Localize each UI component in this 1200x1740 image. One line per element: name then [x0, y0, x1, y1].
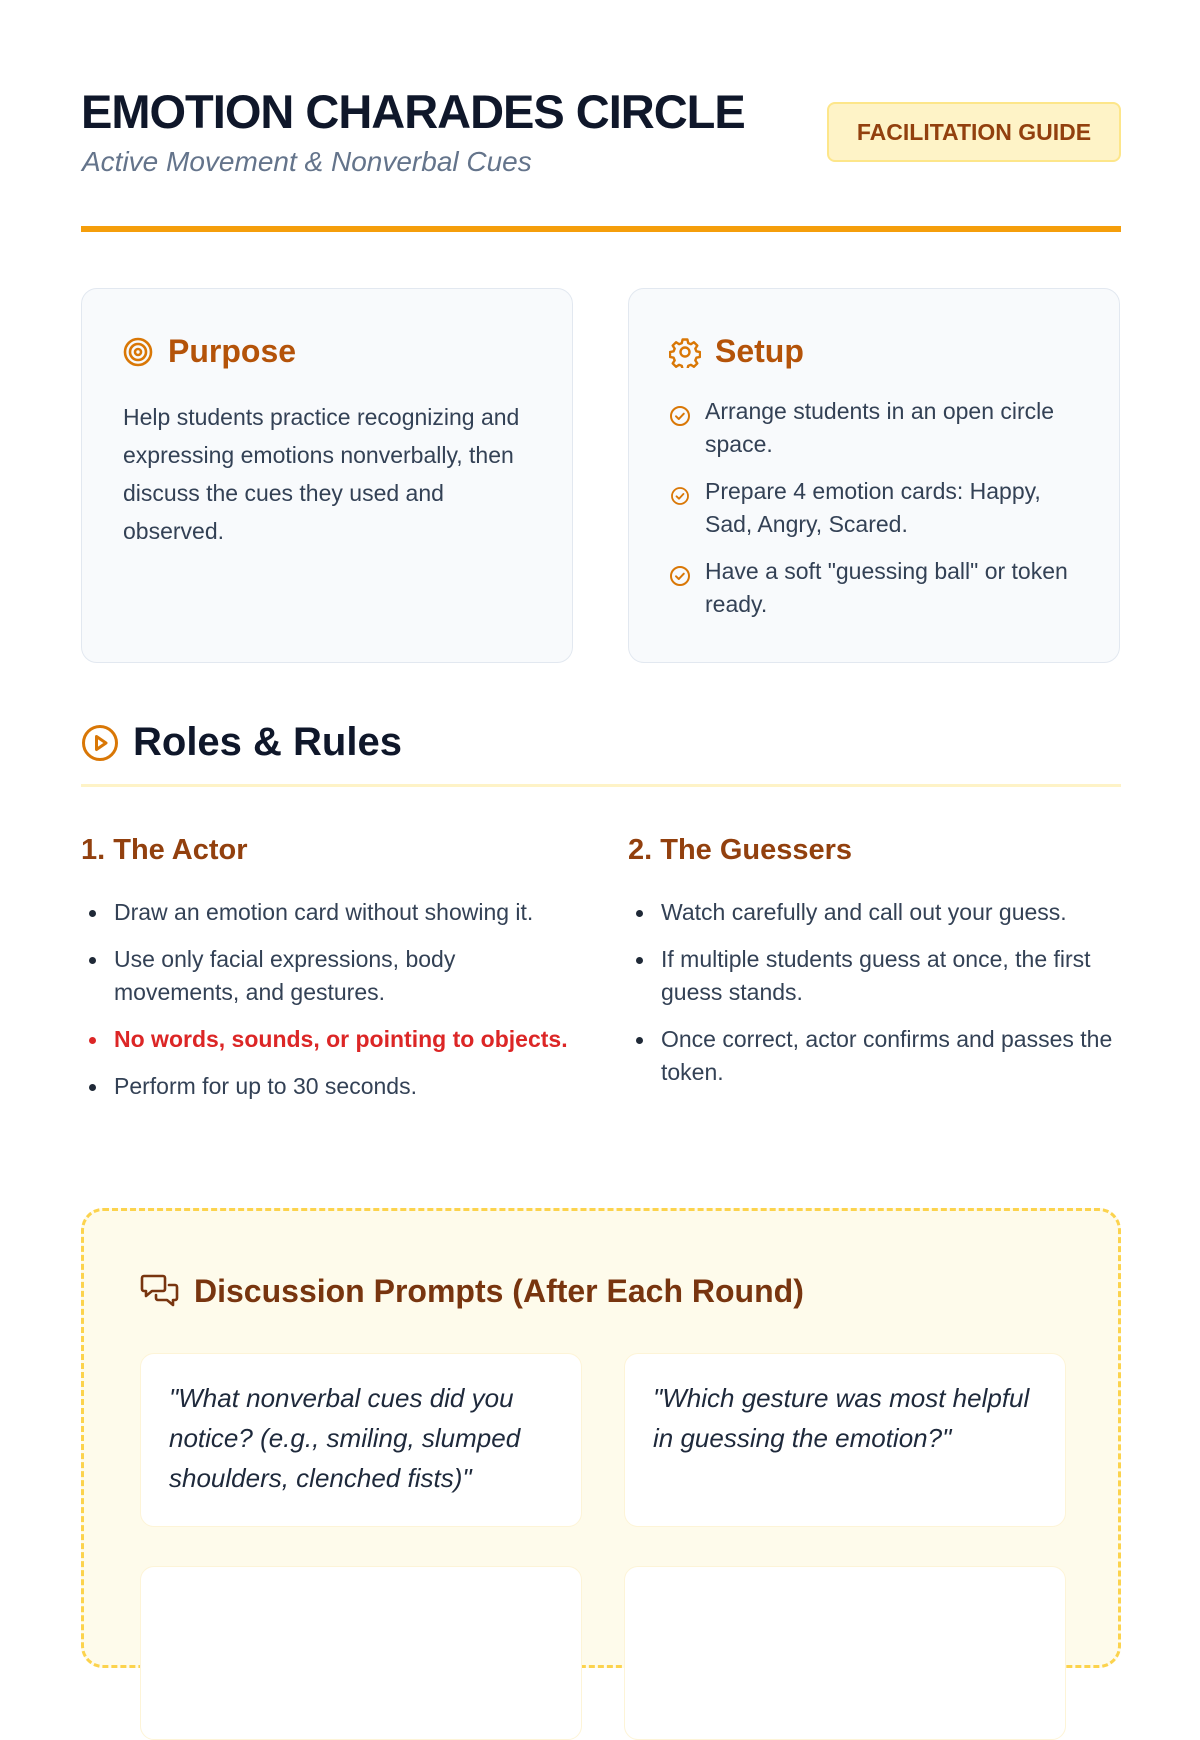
setup-heading	[669, 333, 804, 370]
setup-item	[669, 395, 1089, 461]
actor-column	[81, 830, 573, 1099]
roles-divider	[81, 784, 1121, 787]
setup-list	[669, 395, 1089, 635]
list-item: Perform for up to 30 seconds.	[81, 1070, 573, 1103]
list-item: Watch carefully and call out your guess.	[628, 896, 1120, 929]
discussion-prompt-card: "Which gesture was most helpful in guessing the emotion?"	[624, 1353, 1066, 1527]
guessers-rules-list	[628, 896, 1120, 1103]
guessers-column	[628, 830, 1120, 1085]
gear-icon	[669, 336, 701, 368]
check-circle-icon	[669, 403, 691, 425]
discussion-prompt-card	[140, 1566, 582, 1740]
warning-list-item: No words, sounds, or pointing to objects.	[81, 1023, 573, 1056]
setup-title: Setup	[715, 333, 804, 369]
list-item: Use only facial expressions, body movements, and gestures.	[81, 943, 573, 1009]
list-item: If multiple students guess at once, the first guess stands.	[628, 943, 1120, 1009]
chat-bubbles-icon	[140, 1271, 180, 1311]
purpose-title: Purpose	[168, 333, 297, 369]
purpose-heading	[122, 333, 296, 370]
actor-title: 1. The Actor	[81, 834, 248, 866]
setup-card	[628, 288, 1120, 663]
page-title: EMOTION CHARADES CIRCLE	[81, 85, 745, 138]
guessers-title: 2. The Guessers	[628, 834, 853, 866]
target-icon	[122, 336, 154, 368]
facilitation-guide-badge: FACILITATION GUIDE	[827, 102, 1121, 162]
discussion-title: Discussion Prompts (After Each Round)	[194, 1272, 804, 1309]
discussion-heading	[140, 1271, 804, 1311]
setup-item	[669, 475, 1089, 541]
setup-item-text: Have a soft "guessing ball" or token ready.	[705, 558, 1068, 617]
check-circle-icon	[669, 563, 691, 585]
actor-rules-list	[81, 896, 573, 1117]
page-subtitle: Active Movement & Nonverbal Cues	[82, 146, 532, 177]
list-item: Draw an emotion card without showing it.	[81, 896, 573, 929]
discussion-section	[81, 1208, 1121, 1668]
roles-title: Roles & Rules	[133, 720, 402, 764]
setup-item-text: Prepare 4 emotion cards: Happy, Sad, Angry, Scared.	[705, 478, 1041, 537]
page-header	[81, 82, 1121, 192]
purpose-body: Help students practice recognizing and expressing emotions nonverbally, then discuss the cues they used and observed.	[123, 404, 520, 544]
play-circle-icon	[81, 724, 119, 762]
roles-heading	[81, 720, 402, 765]
check-circle-icon	[669, 483, 691, 505]
setup-item-text: Arrange students in an open circle space.	[705, 398, 1055, 457]
list-item: Once correct, actor confirms and passes the token.	[628, 1023, 1120, 1089]
setup-item	[669, 555, 1089, 621]
discussion-prompt-card	[624, 1566, 1066, 1740]
header-divider	[81, 226, 1121, 232]
discussion-prompt-card: "What nonverbal cues did you notice? (e.g., smiling, slumped shoulders, clenched fists)"	[140, 1353, 582, 1527]
purpose-card	[81, 288, 573, 663]
